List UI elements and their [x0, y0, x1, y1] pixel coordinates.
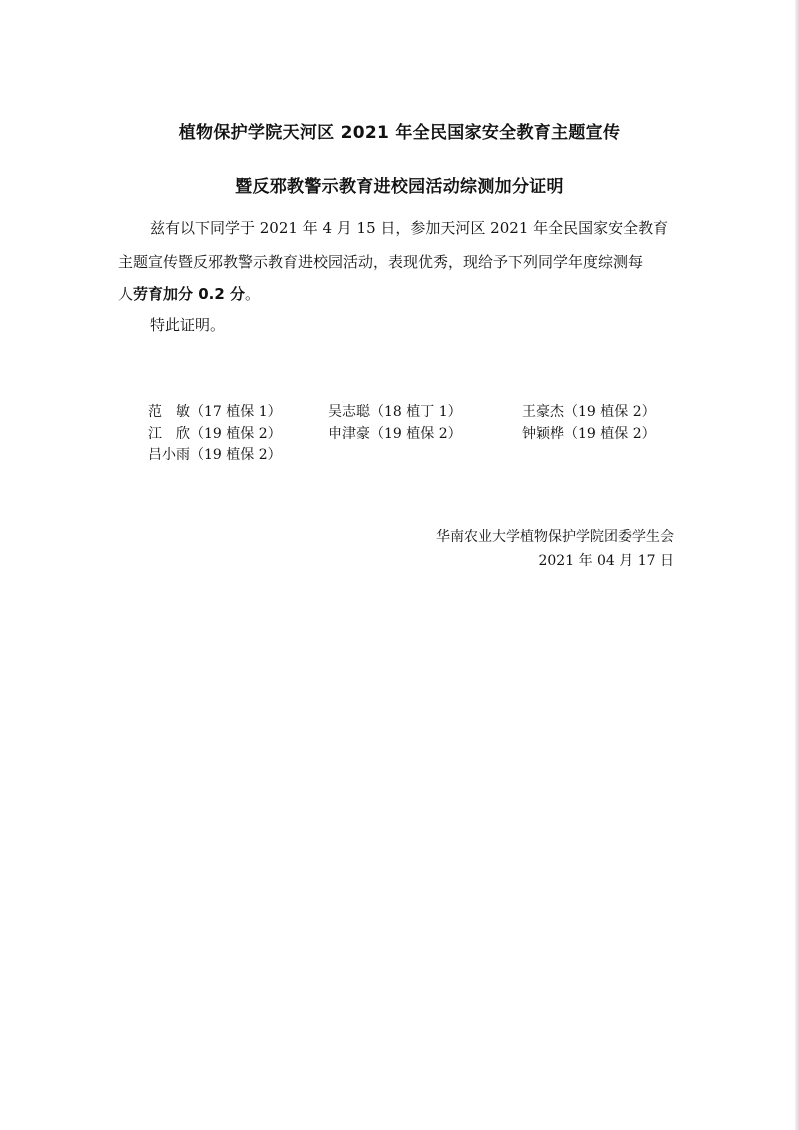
student-entry: 钟颖桦（19 植保 2） — [522, 426, 656, 442]
document-title-line-2: 暨反邪教警示教育进校园活动综测加分证明 — [235, 177, 564, 197]
body-paragraph-line-3 — [118, 287, 260, 302]
student-entry: 吕小雨（19 植保 2） — [148, 447, 282, 463]
body-paragraph-line-2: 主题宣传暨反邪教警示教育进校园活动，表现优秀，现给予下列同学年度综测每 — [118, 253, 644, 271]
student-entry: 申津豪（19 植保 2） — [328, 426, 462, 442]
signature-date: 2021 年 04 月 17 日 — [538, 553, 674, 569]
body-line-3-suffix: 。 — [245, 285, 261, 303]
bonus-points-text: 劳育加分 0.2 分 — [133, 285, 246, 303]
student-entry: 江 欣（19 植保 2） — [148, 426, 282, 442]
student-entry: 吴志聪（18 植丁 1） — [328, 404, 462, 420]
student-entry: 王豪杰（19 植保 2） — [522, 404, 656, 420]
body-line-3-prefix: 人 — [118, 285, 134, 303]
page-edge-shadow — [795, 0, 799, 1130]
body-paragraph-line-1: 兹有以下同学于 2021 年 4 月 15 日，参加天河区 2021 年全民国家安全教育 — [150, 219, 669, 237]
certification-statement: 特此证明。 — [150, 316, 226, 334]
signature-organization: 华南农业大学植物保护学院团委学生会 — [436, 529, 674, 545]
student-entry: 范 敏（17 植保 1） — [148, 404, 282, 420]
document-title-line-1: 植物保护学院天河区 2021 年全民国家安全教育主题宣传 — [178, 123, 621, 143]
